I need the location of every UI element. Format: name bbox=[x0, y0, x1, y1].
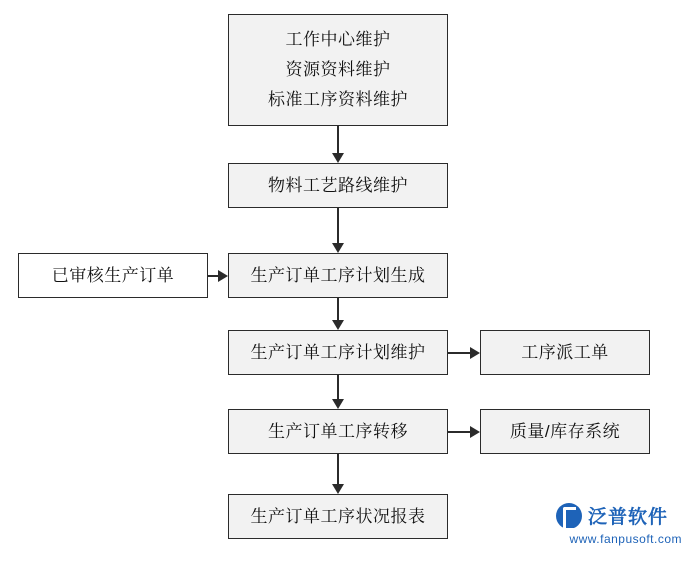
connector-transfer-to-status-report bbox=[337, 454, 351, 494]
connector-plan-maintenance-to-dispatch bbox=[448, 345, 480, 359]
node-line: 生产订单工序状况报表 bbox=[250, 506, 426, 526]
connector-stem bbox=[448, 352, 471, 354]
connector-plan-maintenance-to-transfer bbox=[337, 375, 351, 409]
arrow-head-right-icon bbox=[218, 270, 228, 282]
node-operation-plan-maintenance[interactable] bbox=[228, 330, 448, 375]
arrow-head-right-icon bbox=[470, 347, 480, 359]
node-line: 资源资料维护 bbox=[285, 60, 391, 79]
node-operation-transfer[interactable] bbox=[228, 409, 448, 454]
watermark-logo bbox=[556, 500, 682, 548]
logo-name: 泛普软件 bbox=[588, 507, 669, 528]
arrow-head-right-icon bbox=[470, 426, 480, 438]
connector-route-to-plan-generation bbox=[337, 208, 351, 253]
node-operation-plan-generation[interactable] bbox=[228, 253, 448, 298]
node-line: 标准工序资料维护 bbox=[268, 90, 408, 109]
fanpu-logo-icon bbox=[556, 503, 582, 529]
node-line: 物料工艺路线维护 bbox=[268, 175, 408, 195]
logo-url: www.fanpusoft.com bbox=[569, 532, 682, 546]
node-line: 工序派工单 bbox=[521, 342, 609, 362]
node-operation-status-report[interactable] bbox=[228, 494, 448, 539]
node-quality-inventory-system[interactable] bbox=[480, 409, 650, 454]
node-line: 生产订单工序转移 bbox=[268, 421, 408, 441]
arrow-head-down-icon bbox=[332, 243, 344, 253]
arrow-head-down-icon bbox=[332, 153, 344, 163]
connector-stem bbox=[337, 454, 339, 484]
connector-plan-generation-to-plan-maintenance bbox=[337, 298, 351, 330]
node-line: 已审核生产订单 bbox=[51, 265, 175, 285]
connector-center-to-route bbox=[337, 126, 351, 163]
node-work-center-maintenance[interactable] bbox=[228, 14, 448, 126]
connector-stem bbox=[337, 298, 339, 320]
node-approved-production-order[interactable] bbox=[18, 253, 208, 298]
arrow-head-down-icon bbox=[332, 320, 344, 330]
logo-row bbox=[556, 502, 682, 529]
connector-stem bbox=[337, 126, 339, 153]
connector-stem bbox=[337, 375, 339, 399]
arrow-head-down-icon bbox=[332, 484, 344, 494]
connector-stem bbox=[448, 431, 471, 433]
connector-approved-order-to-plan-generation bbox=[208, 268, 228, 282]
connector-stem bbox=[337, 208, 339, 243]
node-material-routing-maintenance[interactable] bbox=[228, 163, 448, 208]
connector-transfer-to-quality-inventory bbox=[448, 424, 480, 438]
node-line: 质量/库存系统 bbox=[509, 421, 621, 441]
node-line: 生产订单工序计划维护 bbox=[250, 342, 426, 362]
node-line: 工作中心维护 bbox=[285, 30, 391, 49]
node-line: 生产订单工序计划生成 bbox=[250, 265, 426, 285]
node-operation-dispatch-list[interactable] bbox=[480, 330, 650, 375]
arrow-head-down-icon bbox=[332, 399, 344, 409]
